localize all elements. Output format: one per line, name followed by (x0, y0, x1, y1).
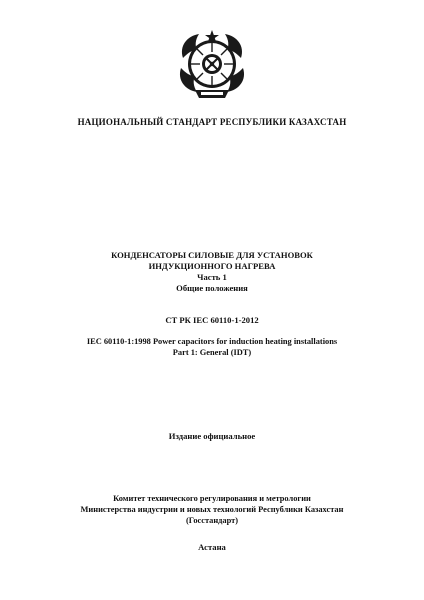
publication-city: Астана (198, 542, 226, 552)
publisher-line-1: Комитет технического регулирования и метрологии (113, 494, 311, 503)
publisher-line-2: Министерства индустрии и новых технологий Республики Казахстан (80, 505, 344, 514)
kazakhstan-state-emblem-icon (177, 28, 247, 100)
standard-code: СТ РК IEC 60110-1-2012 (165, 315, 259, 325)
document-part: Часть 1 (197, 272, 227, 282)
national-standard-heading: НАЦИОНАЛЬНЫЙ СТАНДАРТ РЕСПУБЛИКИ КАЗАХСТАН (77, 117, 347, 127)
official-edition-label: Издание официальное (168, 431, 256, 441)
document-title-line-1: КОНДЕНСАТОРЫ СИЛОВЫЕ ДЛЯ УСТАНОВОК (111, 250, 313, 260)
document-subtitle: Общие положения (176, 283, 248, 293)
publisher-line-3: (Госстандарт) (185, 516, 239, 525)
english-title-line-2: Part 1: General (IDT) (172, 348, 252, 357)
english-title-line-1: IEC 60110-1:1998 Power capacitors for induction heating installations (86, 337, 338, 346)
document-title-line-2: ИНДУКЦИОННОГО НАГРЕВА (148, 261, 276, 271)
